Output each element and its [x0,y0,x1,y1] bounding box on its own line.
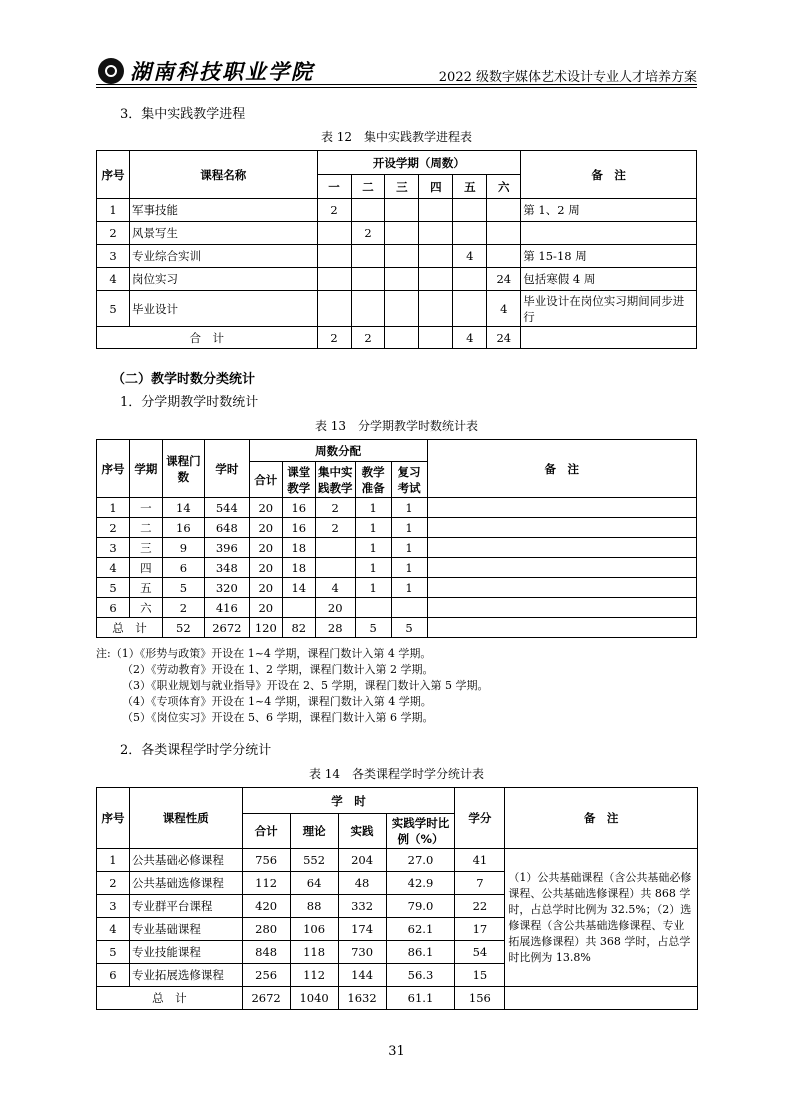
cell-total: 112 [242,872,290,895]
t13-header-weeks: 周数分配 [249,440,427,462]
cell-credit: 15 [455,964,505,987]
t13-header-prep: 教学准备 [355,462,391,498]
cell-hours: 348 [204,558,249,578]
cell-courses: 2 [162,598,204,618]
note-line: （3）《职业规划与就业指导》开设在 2、5 学期，课程门数计入第 5 学期。 [122,679,489,692]
cell-theory: 118 [290,941,338,964]
cell-sem [419,291,453,327]
t12-header-name: 课程名称 [129,151,317,199]
cell-total: 2672 [242,987,290,1010]
cell-type: 公共基础选修课程 [129,872,242,895]
cell-note: 第 15-18 周 [521,245,697,268]
cell-courses: 5 [162,578,204,598]
cell-total: 20 [249,558,282,578]
cell-review: 1 [391,538,427,558]
cell-no: 5 [97,578,130,598]
cell-sem: 4 [487,291,521,327]
t12-sem-6: 六 [487,175,521,199]
cell-total: 20 [249,518,282,538]
table14 [96,787,698,1010]
cell-practice: 2 [315,498,355,518]
table12 [96,150,697,349]
cell-sem [419,222,453,245]
cell-semester: 五 [129,578,162,598]
table-row [97,268,697,291]
cell-class: 82 [282,618,315,638]
cell-total-label: 总 计 [97,618,163,638]
cell-total: 420 [242,895,290,918]
cell-note [427,538,696,558]
cell-sem [419,268,453,291]
cell-prep: 5 [355,618,391,638]
cell-note [521,327,697,349]
table-total-row [97,618,697,638]
cell-total-label: 合 计 [97,327,318,349]
cell-note [427,578,696,598]
cell-courses: 6 [162,558,204,578]
cell-name: 风景写生 [129,222,317,245]
t13-header-note: 备 注 [427,440,696,498]
cell-hours: 648 [204,518,249,538]
cell-semester: 二 [129,518,162,538]
cell-practice: 2 [315,518,355,538]
cell-sem [487,222,521,245]
table13 [96,439,697,638]
cell-sem [385,291,419,327]
cell-practice: 20 [315,598,355,618]
cell-no: 6 [97,598,130,618]
cell-name: 专业综合实训 [129,245,317,268]
table13-notes [96,646,488,726]
t14-header-practice: 实践 [338,814,386,849]
cell-courses: 9 [162,538,204,558]
cell-sem: 2 [317,199,351,222]
cell-review: 1 [391,498,427,518]
cell-sem [317,222,351,245]
t14-header-note: 备 注 [505,788,698,849]
cell-hours: 2672 [204,618,249,638]
subheading-credit-stats: 2．各类课程学时学分统计 [120,743,272,758]
cell-sem [385,222,419,245]
table-row [97,222,697,245]
cell-type: 专业拓展选修课程 [129,964,242,987]
cell-ratio: 42.9 [386,872,455,895]
cell-no: 1 [97,498,130,518]
school-name: 湖南科技职业学院 [130,59,314,84]
cell-theory: 106 [290,918,338,941]
cell-review: 1 [391,578,427,598]
t12-sem-5: 五 [453,175,487,199]
cell-practice: 48 [338,872,386,895]
table14-caption: 表 14 各类课程学时学分统计表 [308,767,485,781]
cell-practice [315,538,355,558]
cell-sem: 4 [453,245,487,268]
cell-courses: 14 [162,498,204,518]
header-rule-thin [96,87,697,88]
t12-header-semesters: 开设学期（周数） [317,151,521,175]
table-row [97,199,697,222]
cell-sem [351,199,385,222]
cell-total-label: 总 计 [97,987,243,1010]
cell-note: （1）公共基础课程（含公共基础必修课程、公共基础选修课程）共 868 学时，占总学时比例为 32.5%；（2）选修课程（含公共基础选修课程、专业拓展选修课程）共 368 学时，占总学时比例为 13.8% [505,849,698,987]
t12-header-note: 备 注 [521,151,697,199]
cell-total: 20 [249,538,282,558]
note-line: 注:（1）《形势与政策》开设在 1~4 学期，课程门数计入第 4 学期。 [96,647,432,660]
cell-theory: 1040 [290,987,338,1010]
cell-sem [453,268,487,291]
cell-class: 18 [282,538,315,558]
cell-hours: 544 [204,498,249,518]
cell-semester: 六 [129,598,162,618]
cell-sem [317,291,351,327]
cell-practice: 174 [338,918,386,941]
cell-note [521,222,697,245]
cell-review: 1 [391,558,427,578]
cell-ratio: 27.0 [386,849,455,872]
cell-prep: 1 [355,538,391,558]
cell-sem [487,245,521,268]
t14-header-no: 序号 [97,788,130,849]
t13-header-review: 复习考试 [391,462,427,498]
note-line: （2）《劳动教育》开设在 1、2 学期，课程门数计入第 2 学期。 [122,663,434,676]
cell-note [427,518,696,538]
section-heading-hours: （二）教学时数分类统计 [112,372,256,387]
cell-note: 毕业设计在岗位实习期间同步进行 [521,291,697,327]
cell-total: 120 [249,618,282,638]
cell-review: 1 [391,518,427,538]
cell-total: 848 [242,941,290,964]
cell-ratio: 79.0 [386,895,455,918]
cell-theory: 88 [290,895,338,918]
cell-review [391,598,427,618]
cell-prep: 1 [355,498,391,518]
cell-no: 2 [97,222,130,245]
table-row [97,538,697,558]
cell-note: 第 1、2 周 [521,199,697,222]
table-row [97,558,697,578]
t12-sem-1: 一 [317,175,351,199]
cell-name: 岗位实习 [129,268,317,291]
t13-header-hours: 学时 [204,440,249,498]
cell-sem: 24 [487,268,521,291]
cell-no: 6 [97,964,130,987]
cell-sem [487,199,521,222]
cell-credit: 156 [455,987,505,1010]
cell-type: 专业群平台课程 [129,895,242,918]
table-row [97,849,698,872]
table13-caption: 表 13 分学期教学时数统计表 [314,419,479,433]
t14-header-ratio: 实践学时比例（%） [386,814,455,849]
t13-header-class: 课堂教学 [282,462,315,498]
t12-sem-4: 四 [419,175,453,199]
cell-sem [453,291,487,327]
t13-header-total: 合计 [249,462,282,498]
cell-class: 16 [282,498,315,518]
cell-hours: 416 [204,598,249,618]
cell-total: 256 [242,964,290,987]
cell-no: 3 [97,245,130,268]
note-line: （5）《岗位实习》开设在 5、6 学期，课程门数计入第 6 学期。 [122,711,434,724]
cell-semester: 一 [129,498,162,518]
cell-courses: 16 [162,518,204,538]
table-row [97,245,697,268]
cell-practice: 144 [338,964,386,987]
cell-total: 756 [242,849,290,872]
t12-header-no: 序号 [97,151,130,199]
cell-semester: 四 [129,558,162,578]
cell-no: 5 [97,941,130,964]
cell-practice: 28 [315,618,355,638]
cell-sem [385,245,419,268]
cell-sem [351,268,385,291]
cell-theory: 64 [290,872,338,895]
cell-sem: 4 [453,327,487,349]
table-total-row [97,987,698,1010]
table-total-row [97,327,697,349]
cell-sem [317,245,351,268]
t14-header-type: 课程性质 [129,788,242,849]
cell-review: 5 [391,618,427,638]
cell-name: 军事技能 [129,199,317,222]
cell-class [282,598,315,618]
cell-no: 4 [97,918,130,941]
cell-practice: 204 [338,849,386,872]
cell-note [427,618,696,638]
cell-total: 20 [249,598,282,618]
cell-theory: 552 [290,849,338,872]
cell-sem [453,222,487,245]
cell-sem: 2 [351,222,385,245]
cell-no: 2 [97,872,130,895]
t13-header-semester: 学期 [129,440,162,498]
t14-header-theory: 理论 [290,814,338,849]
school-seal-icon [98,58,124,84]
table-row [97,598,697,618]
t12-sem-3: 三 [385,175,419,199]
cell-total: 20 [249,578,282,598]
cell-prep: 1 [355,558,391,578]
cell-no: 4 [97,558,130,578]
cell-sem [419,245,453,268]
cell-total: 20 [249,498,282,518]
cell-practice [315,558,355,578]
school-logo [98,56,314,86]
cell-prep [355,598,391,618]
cell-hours: 320 [204,578,249,598]
cell-class: 18 [282,558,315,578]
page-number: 31 [388,1044,405,1059]
cell-theory: 112 [290,964,338,987]
cell-practice: 730 [338,941,386,964]
cell-name: 毕业设计 [129,291,317,327]
cell-sem: 2 [317,327,351,349]
cell-sem [351,291,385,327]
document-title: 2022 级数字媒体艺术设计专业人才培养方案 [438,70,697,85]
t14-header-credit: 学分 [455,788,505,849]
cell-note [427,558,696,578]
cell-no: 2 [97,518,130,538]
cell-type: 专业技能课程 [129,941,242,964]
cell-credit: 22 [455,895,505,918]
t14-header-total: 合计 [242,814,290,849]
cell-ratio: 86.1 [386,941,455,964]
cell-sem: 2 [351,327,385,349]
cell-no: 1 [97,199,130,222]
cell-practice: 332 [338,895,386,918]
cell-sem [385,268,419,291]
cell-type: 专业基础课程 [129,918,242,941]
table-row [97,291,697,327]
cell-credit: 41 [455,849,505,872]
cell-sem [419,199,453,222]
cell-ratio: 62.1 [386,918,455,941]
cell-sem [351,245,385,268]
table-row [97,518,697,538]
cell-credit: 7 [455,872,505,895]
cell-sem [317,268,351,291]
cell-ratio: 56.3 [386,964,455,987]
cell-credit: 54 [455,941,505,964]
cell-practice: 1632 [338,987,386,1010]
table-row [97,498,697,518]
t12-sem-2: 二 [351,175,385,199]
cell-total: 280 [242,918,290,941]
cell-prep: 1 [355,518,391,538]
subheading-semester-hours: 1．分学期教学时数统计 [120,395,259,410]
table12-caption: 表 12 集中实践教学进程表 [320,130,473,144]
t13-header-no: 序号 [97,440,130,498]
cell-ratio: 61.1 [386,987,455,1010]
cell-sem [385,199,419,222]
cell-note: 包括寒假 4 周 [521,268,697,291]
cell-note [505,987,698,1010]
cell-practice: 4 [315,578,355,598]
cell-no: 3 [97,895,130,918]
t13-header-practice: 集中实践教学 [315,462,355,498]
cell-type: 公共基础必修课程 [129,849,242,872]
cell-note [427,498,696,518]
section-heading-practice: 3．集中实践教学进程 [120,107,246,122]
cell-courses: 52 [162,618,204,638]
cell-sem [385,327,419,349]
cell-sem: 24 [487,327,521,349]
header-rule [96,84,697,85]
cell-prep: 1 [355,578,391,598]
t13-header-courses: 课程门数 [162,440,204,498]
cell-sem [419,327,453,349]
note-line: （4）《专项体育》开设在 1~4 学期，课程门数计入第 4 学期。 [122,695,432,708]
cell-hours: 396 [204,538,249,558]
cell-no: 4 [97,268,130,291]
cell-no: 5 [97,291,130,327]
cell-no: 1 [97,849,130,872]
cell-class: 16 [282,518,315,538]
t14-header-hours: 学 时 [242,788,455,814]
cell-note [427,598,696,618]
cell-credit: 17 [455,918,505,941]
cell-class: 14 [282,578,315,598]
table-row [97,578,697,598]
cell-semester: 三 [129,538,162,558]
cell-no: 3 [97,538,130,558]
cell-sem [453,199,487,222]
